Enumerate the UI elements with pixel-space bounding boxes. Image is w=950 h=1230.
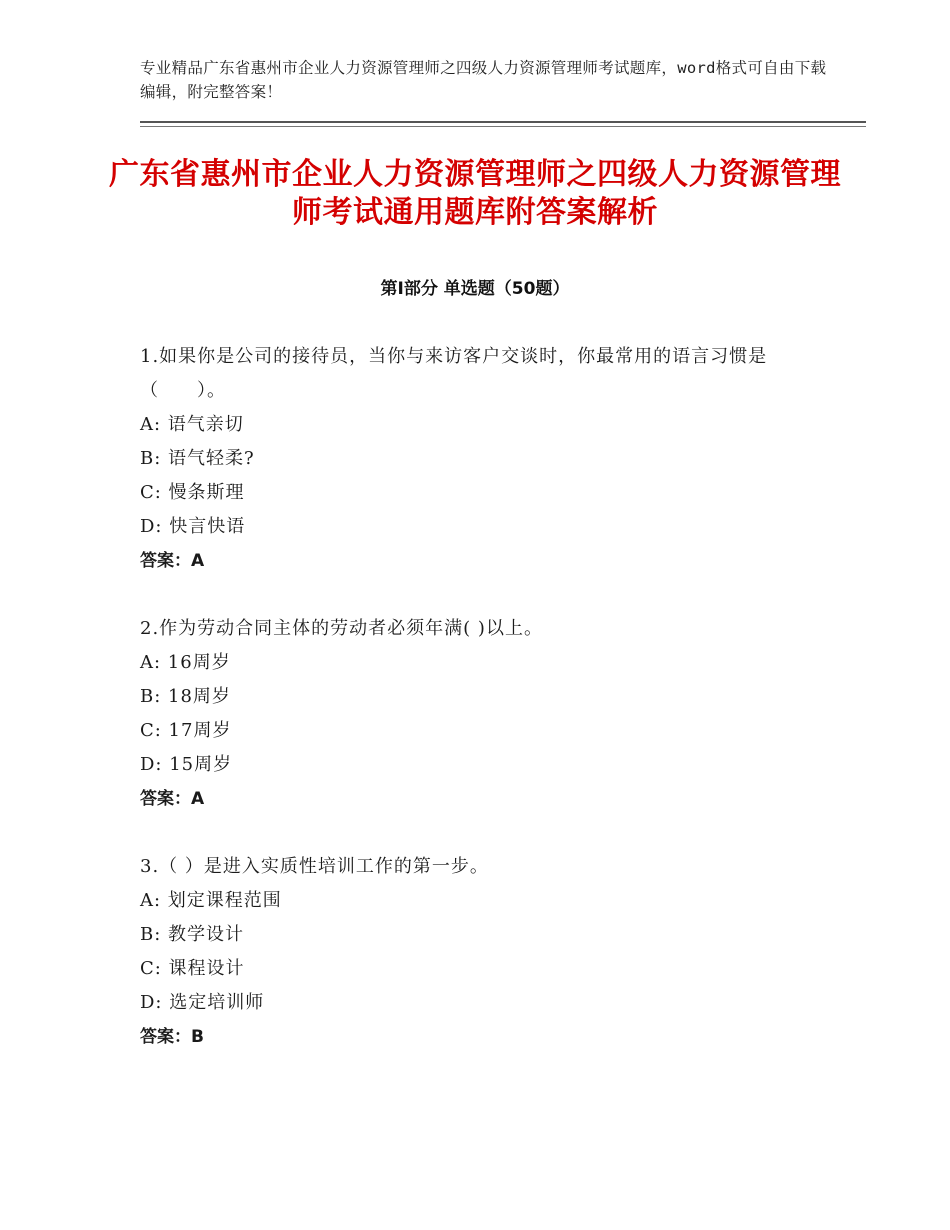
option-b: B: 教学设计 <box>140 924 245 945</box>
answer: 答案：A <box>140 551 205 571</box>
option-c: C: 17周岁 <box>140 720 232 741</box>
section-title: 第Ⅰ部分 单选题（50题） <box>380 279 570 299</box>
header-note: 专业精品广东省惠州市企业人力资源管理师之四级人力资源管理师考试题库，word格式可自由下载编辑，附完整答案！ <box>140 59 827 101</box>
question-stem: 3.（ ）是进入实质性培训工作的第一步。 <box>140 856 489 877</box>
option-a: A: 16周岁 <box>140 652 231 673</box>
question-stem: 1.如果你是公司的接待员，当你与来访客户交谈时，你最常用的语言习惯是（ ）。 <box>140 346 768 401</box>
option-a: A: 划定课程范围 <box>140 890 282 911</box>
option-c: C: 慢条斯理 <box>140 482 245 503</box>
option-d: D: 选定培训师 <box>140 992 265 1013</box>
document-title: 广东省惠州市企业人力资源管理师之四级人力资源管理师考试通用题库附答案解析 <box>109 157 841 230</box>
option-d: D: 15周岁 <box>140 754 233 775</box>
header-divider-thick <box>140 121 866 123</box>
answer: 答案：A <box>140 789 205 809</box>
option-a: A: 语气亲切 <box>140 414 244 435</box>
option-d: D: 快言快语 <box>140 516 246 537</box>
header-divider-thin <box>140 126 866 127</box>
question-list <box>140 340 840 1088</box>
question-stem: 2.作为劳动合同主体的劳动者必须年满( )以上。 <box>140 618 543 639</box>
question-3 <box>140 850 840 1054</box>
option-c: C: 课程设计 <box>140 958 245 979</box>
question-2 <box>140 612 840 816</box>
answer: 答案：B <box>140 1027 204 1047</box>
option-b: B: 18周岁 <box>140 686 231 707</box>
option-b: B: 语气轻柔? <box>140 448 255 469</box>
question-1 <box>140 340 840 578</box>
